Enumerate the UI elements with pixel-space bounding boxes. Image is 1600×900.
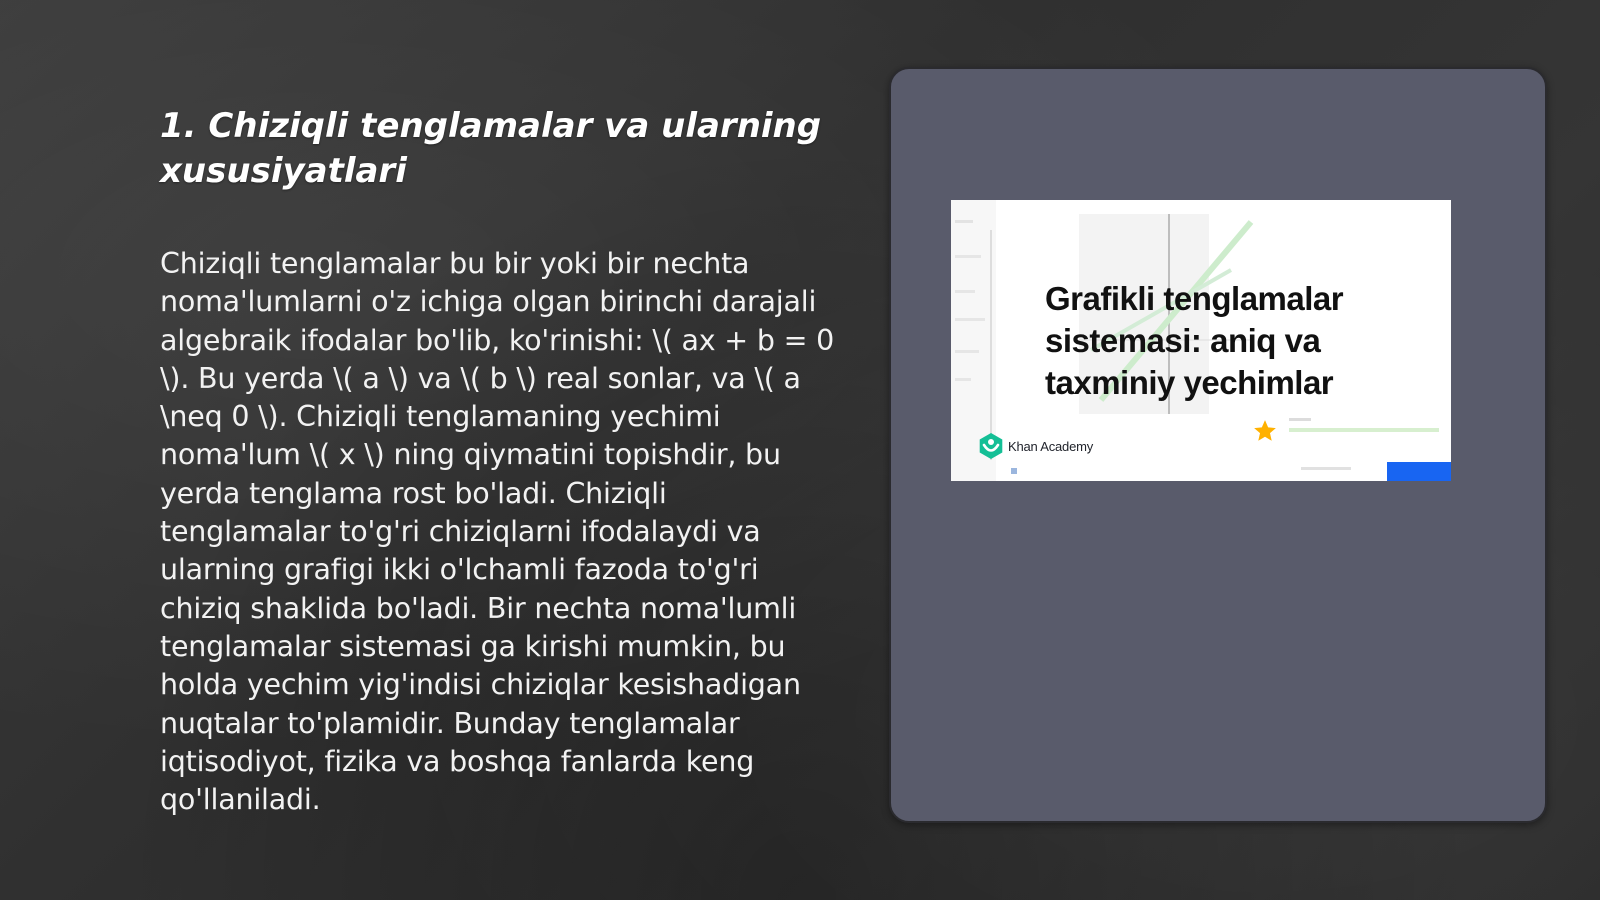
video-thumbnail[interactable] (951, 200, 1451, 481)
video-title: Grafikli tenglamalar sistemasi: aniq va taxminiy yechimlar (1045, 280, 1344, 401)
khan-academy-brand-name: Khan Academy (1008, 438, 1094, 454)
khan-academy-logo (977, 432, 1093, 460)
video-action-button[interactable] (1387, 462, 1451, 481)
slide-body-text: Chiziqli tenglamalar bu bir yoki bir nechta noma'lumlarni o'z ichiga olgan birinchi darajali algebraik ifodalar bo'lib, ko'rinishi: \( ax + b = 0 \). Bu yerda \( a \) va \( b \) real sonlar, va \( a \neq 0 \). Chiziqli tenglamaning yechimi noma'lum \( x \) ning qiymatini topishdir, bu yerda tenglama rost bo'ladi. Chiziqli tenglamalar to'g'ri chiziqlarni ifodalaydi va ularning grafigi ikki o'lchamli fazoda to'g'ri chiziq shaklida bo'ladi. Bir nechta noma'lumli tenglamalar sistemasi ga kirishi mumkin, bu holda yechim yig'indisi chiziqlar kesishadigan nuqtalar to'plamidir. Bunday tenglamalar iqtisodiyot, fizika va boshqa fanlarda keng qo'llaniladi. (160, 247, 835, 817)
media-panel (889, 67, 1547, 823)
slide-heading: 1. Chiziqli tenglamalar va ularning xususiyatlari (160, 106, 822, 191)
star-icon (1252, 418, 1278, 444)
khan-academy-logo-icon (977, 432, 1005, 460)
